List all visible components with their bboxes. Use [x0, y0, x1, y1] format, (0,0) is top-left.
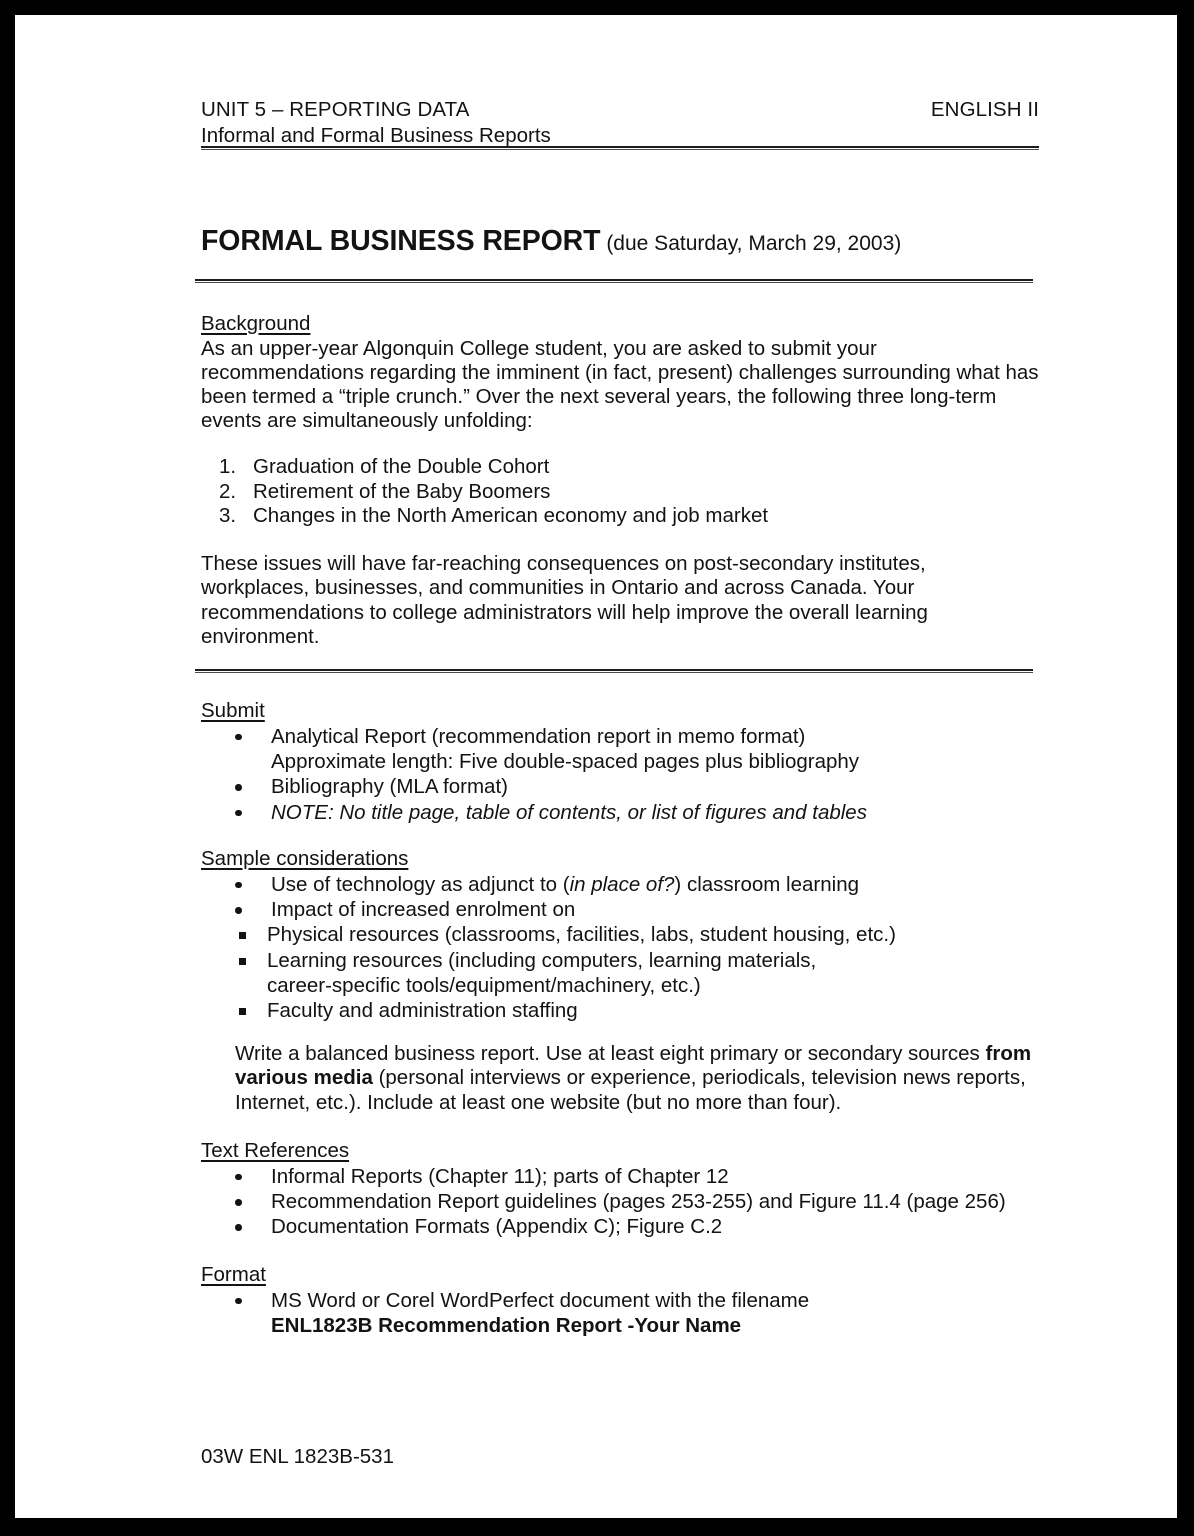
- consideration-technology-post: ) classroom learning: [674, 872, 859, 896]
- list-item: [201, 774, 1039, 799]
- header-divider: [201, 146, 1039, 150]
- header-top-row: [201, 98, 1039, 123]
- list-item: [201, 897, 1039, 922]
- list-item: [201, 948, 1039, 998]
- header-subtitle: Informal and Formal Business Reports: [201, 123, 551, 147]
- header-unit-title: UNIT 5 – REPORTING DATA: [201, 98, 470, 121]
- title-divider: [195, 279, 1033, 283]
- consequences-paragraph: These issues will have far-reaching consequences on post-secondary institutes, workplaces, businesses, and communities in Ontario and across Canada. Your recommendations to college administrators will help improve the overall learning environment.: [201, 552, 928, 648]
- document-footer: 03W ENL 1823B-531: [201, 1445, 394, 1468]
- list-item: [201, 724, 1039, 749]
- triple-crunch-list: [201, 455, 1039, 529]
- format-heading: Format: [201, 1263, 266, 1286]
- reference-informal-reports: Informal Reports (Chapter 11); parts of Chapter 12: [271, 1164, 729, 1188]
- document-page: [15, 15, 1177, 1518]
- background-heading: Background: [201, 312, 311, 335]
- submit-item-length-note: Approximate length: Five double-spaced pages plus bibliography: [271, 750, 860, 773]
- list-item: [201, 1189, 1039, 1214]
- subitem-learning-resources-cont: career-specific tools/equipment/machinery, etc.): [267, 973, 701, 997]
- considerations-sublist: [201, 922, 1039, 1022]
- sample-considerations-section: [201, 847, 1039, 1023]
- submit-heading: Submit: [201, 699, 265, 722]
- list-item-label: Changes in the North American economy and job market: [253, 504, 769, 528]
- document-header: [201, 98, 1039, 148]
- submit-item-note: NOTE: No title page, table of contents, or list of figures and tables: [271, 800, 867, 824]
- subitem-faculty-staffing: Faculty and administration staffing: [267, 998, 578, 1022]
- submit-list-rest: [201, 774, 1039, 825]
- format-list: [201, 1288, 1039, 1339]
- sample-considerations-heading: Sample considerations: [201, 847, 409, 870]
- format-section: [201, 1263, 1039, 1338]
- list-item-label: Graduation of the Double Cohort: [253, 455, 550, 478]
- list-item: [201, 922, 1039, 947]
- list-item: [201, 455, 1039, 480]
- submit-section: [201, 699, 1039, 825]
- background-paragraph: As an upper-year Algonquin College student, you are asked to submit your recommendations regarding the imminent (in fact, present) challenges surrounding what has been termed a “triple crunch.” Over the next several years, the following three long-term events are simultaneously unfolding:: [201, 336, 1039, 433]
- submit-item-bibliography: Bibliography (MLA format): [271, 775, 508, 799]
- list-item-number: 1.: [219, 455, 237, 478]
- reference-documentation-formats: Documentation Formats (Appendix C); Figure C.2: [271, 1215, 723, 1239]
- balanced-report-paragraph: [235, 1042, 1039, 1115]
- format-item-software: MS Word or Corel WordPerfect document with the filename: [271, 1288, 810, 1312]
- list-item: [201, 1288, 1039, 1339]
- page-title-due-date: (due Saturday, March 29, 2003): [600, 232, 902, 255]
- background-section: [201, 312, 1039, 434]
- reference-recommendation-guidelines: Recommendation Report guidelines (pages 253-255) and Figure 11.4 (page 256): [271, 1190, 1006, 1213]
- submit-item-analytical-report: Analytical Report (recommendation report in memo format): [271, 724, 806, 748]
- list-item: [201, 504, 1039, 529]
- page-title: [201, 225, 1039, 257]
- consideration-technology-pre: Use of technology as adjunct to (: [271, 872, 570, 896]
- balanced-part1: Write a balanced business report. Use at least eight primary or secondary sources: [235, 1042, 986, 1065]
- page-title-main: FORMAL BUSINESS REPORT: [201, 225, 601, 257]
- balanced-bold-phrase: from various media: [235, 1042, 1032, 1090]
- text-references-heading: Text References: [201, 1139, 350, 1162]
- submit-divider: [195, 669, 1033, 673]
- text-references-section: [201, 1139, 1039, 1240]
- consideration-technology-italic: in place of?: [569, 872, 675, 896]
- document-sheet: [201, 15, 1039, 1518]
- list-item: [201, 800, 1039, 825]
- subitem-learning-resources: Learning resources (including computers, learning materials,: [267, 948, 817, 972]
- header-course-label: ENGLISH II: [930, 98, 1039, 121]
- balanced-part2: (personal interviews or experience, periodicals, television news reports, Internet, etc.). Include at least one website (but no more than four).: [235, 1066, 1026, 1114]
- list-item-number: 3.: [219, 504, 237, 528]
- text-references-list: [201, 1164, 1039, 1240]
- list-item: [201, 998, 1039, 1023]
- list-item: [201, 1214, 1039, 1239]
- list-item: [201, 1164, 1039, 1189]
- list-item: [201, 872, 1039, 897]
- format-item-filename: ENL1823B Recommendation Report -Your Name: [271, 1314, 742, 1337]
- considerations-list: [201, 872, 1039, 923]
- submit-list: [201, 724, 1039, 749]
- list-item: [201, 480, 1039, 505]
- subitem-physical-resources: Physical resources (classrooms, facilities, labs, student housing, etc.): [267, 923, 896, 947]
- consideration-enrolment-impact: Impact of increased enrolment on: [271, 898, 576, 921]
- list-item-label: Retirement of the Baby Boomers: [253, 479, 551, 503]
- list-item-number: 2.: [219, 479, 237, 503]
